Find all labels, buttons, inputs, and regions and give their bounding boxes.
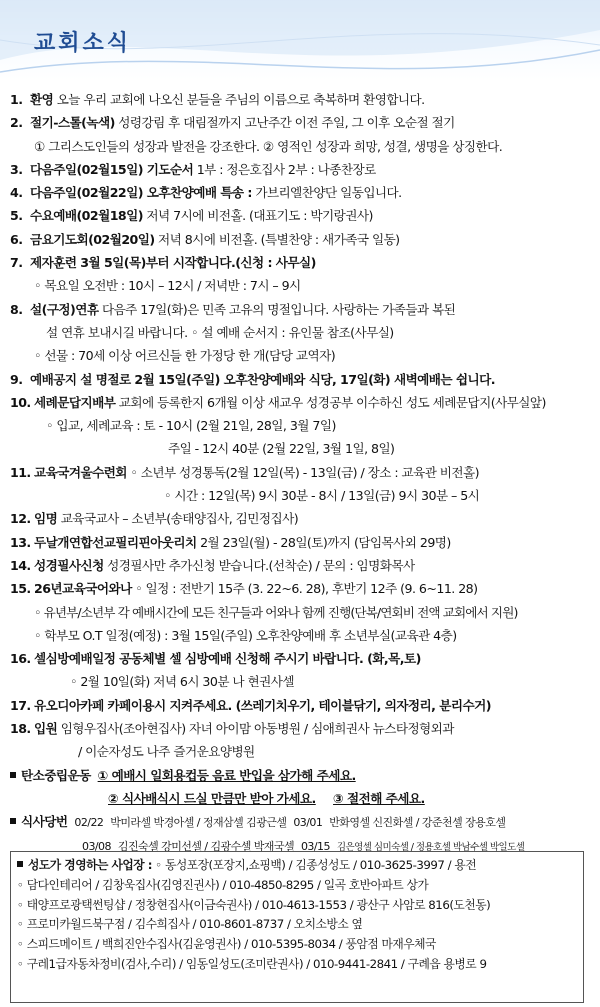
notice-item-10-sub1: ◦ 입교, 세례교육 : 토 - 10시 (2월 21일, 28일, 3월 7일) bbox=[46, 418, 336, 434]
item-label: 수요예배(02월18일) bbox=[30, 208, 143, 224]
item-number: 4. bbox=[10, 185, 23, 201]
square-bullet-icon bbox=[10, 772, 16, 778]
notice-item-15-sub2: ◦ 학부모 O.T 일정(예정) : 3월 15일(주일) 오후찬양예배 후 소년부실(교육관 4층) bbox=[34, 627, 457, 643]
business-entry: ◦ 동성포장(포장지,쇼핑백) / 김종성성도 / 010-3625-3997 / 용전 bbox=[155, 858, 477, 872]
carbon-item-2: ② 식사배식시 드실 만큼만 받아 가세요. bbox=[108, 790, 316, 806]
notice-item-17 bbox=[10, 694, 594, 717]
item-label: 예배공지 설 명절로 2월 15일(주일) 오후찬양예배와 식당, 17일(화) 새벽예배는 쉽니다. bbox=[30, 371, 495, 387]
item-label: 다음주일(02월15일) 기도순서 bbox=[30, 161, 194, 177]
item-label: 입원 bbox=[34, 721, 58, 737]
item-text: 가브리엘찬양단 일동입니다. bbox=[251, 185, 402, 201]
notice-item-18 bbox=[10, 717, 594, 740]
square-bullet-icon bbox=[17, 861, 23, 867]
notice-item-2-sub: ① 그리스도인들의 성장과 발전을 강조한다. ② 영적인 성장과 희망, 성결, 생명을 상징한다. bbox=[34, 138, 503, 154]
square-bullet-icon bbox=[10, 818, 16, 824]
carbon-label: 탄소중립운동 bbox=[21, 767, 91, 783]
item-label: 환영 bbox=[30, 92, 54, 107]
meal-date: 02/22 bbox=[74, 816, 104, 830]
item-label: 성경필사신청 bbox=[34, 557, 104, 573]
item-label: 교육국겨울수련회 bbox=[34, 464, 127, 480]
notice-item-3 bbox=[10, 158, 594, 181]
item-number: 17. bbox=[10, 697, 31, 713]
item-label: 임명 bbox=[34, 511, 58, 527]
meal-teams: 김진숙셀 강미선셀 / 김광수셀 박재국셀 bbox=[117, 839, 295, 853]
business-directory-box bbox=[10, 851, 584, 1003]
header-banner bbox=[0, 0, 600, 80]
notice-item-4 bbox=[10, 181, 594, 204]
item-label: 제자훈련 3월 5일(목)부터 시작합니다.(신청 : 사무실) bbox=[30, 255, 316, 271]
item-text: ◦ 소년부 성경통독(2월 12일(목) - 13일(금) / 장소 : 교육관 비전홀) bbox=[126, 464, 479, 480]
item-text: 다음주 17일(화)은 민족 고유의 명절입니다. 사랑하는 가족들과 복된 bbox=[98, 301, 456, 317]
notice-item-13 bbox=[10, 531, 594, 554]
item-text: 교육국교사 – 소년부(송태양집사, 김민정집사) bbox=[57, 511, 299, 527]
item-text: 임형우집사(조아현집사) 자녀 아이맘 아동병원 / 심애희권사 뉴스타정형외과 bbox=[57, 721, 454, 737]
carbon-row-1 bbox=[10, 764, 594, 787]
item-number: 16. bbox=[10, 651, 31, 667]
notice-item-18-sub: / 이순자성도 나주 즐거운요양병원 bbox=[78, 744, 255, 760]
notice-item-10-sub2: 주일 - 12시 40분 (2월 22일, 3월 1일, 8일) bbox=[168, 441, 395, 457]
notice-item-11 bbox=[10, 461, 594, 484]
notice-item-12 bbox=[10, 507, 594, 530]
meal-date: 03/15 bbox=[300, 839, 330, 853]
meal-teams: 김은영셀 심미숙셀 / 정용호셀 박남수셀 박일도셀 bbox=[336, 841, 525, 853]
page-title: 교회소식 bbox=[34, 31, 132, 56]
item-text: 2월 23일(월) - 28일(토)까지 (담임목사외 29명) bbox=[196, 534, 451, 550]
item-number: 2. bbox=[10, 115, 23, 131]
item-label: 유오디아카페 카페이용시 지켜주세요. (쓰레기치우기, 테이블닦기, 의자정리, 분리수거) bbox=[34, 697, 491, 713]
item-number: 15. bbox=[10, 581, 31, 597]
item-label: 셀심방예배일정 공동체별 셀 심방예배 신청해 주시기 바랍니다. (화,목,토) bbox=[34, 651, 421, 667]
meal-date: 03/01 bbox=[293, 816, 323, 830]
item-number: 6. bbox=[10, 231, 23, 247]
notice-item-16 bbox=[10, 647, 594, 670]
meal-teams: 박미라셀 박경아셀 / 정재삼셀 김광근셀 bbox=[110, 816, 287, 830]
business-label: 성도가 경영하는 사업장 : bbox=[28, 858, 152, 872]
item-number: 9. bbox=[10, 371, 23, 387]
item-number: 3. bbox=[10, 161, 23, 177]
notice-item-1 bbox=[10, 88, 594, 111]
notice-item-15-sub1: ◦ 유년부/소년부 각 예배시간에 모든 친구들과 어와나 함께 진행(단복/연회비 전액 교회에서 지원) bbox=[34, 604, 518, 620]
item-number: 12. bbox=[10, 511, 31, 527]
notice-item-5 bbox=[10, 204, 594, 227]
item-label: 절기-스톨(녹색) bbox=[30, 115, 115, 131]
notice-item-7-sub: ◦ 목요일 오전반 : 10시 – 12시 / 저녁반 : 7시 – 9시 bbox=[34, 278, 301, 294]
meal-date: 03/08 bbox=[82, 839, 111, 853]
item-label: 다음주일(02월22일) 오후찬양예배 특송 : bbox=[30, 185, 252, 201]
item-number: 8. bbox=[10, 301, 23, 317]
notice-item-9 bbox=[10, 368, 594, 391]
business-row: ◦ 담다인테리어 / 김창욱집사(김영진권사) / 010-4850-8295 / 일곡 호반아파트 상가 bbox=[17, 877, 429, 892]
notice-item-8 bbox=[10, 298, 594, 321]
item-label: 두날개연합선교필리핀아웃리치 bbox=[34, 534, 197, 550]
item-label: 금요기도회(02월20일) bbox=[30, 231, 155, 247]
item-text: 1부 : 정은호집사 2부 : 나종찬장로 bbox=[193, 161, 376, 177]
item-text: ◦ 일정 : 전반기 15주 (3. 22~6. 28), 후반기 12주 (9. 6~11. 28) bbox=[131, 581, 478, 597]
item-text: 교회에 등록한지 6개월 이상 새교우 성경공부 이수하신 성도 세례문답지(사무실앞) bbox=[115, 394, 546, 410]
item-number: 1. bbox=[10, 92, 23, 107]
notice-item-14 bbox=[10, 554, 594, 577]
business-row bbox=[17, 856, 583, 876]
item-number: 18. bbox=[10, 721, 31, 737]
meal-teams: 반화영셀 신진화셀 / 강준천셀 장용호셀 bbox=[329, 816, 506, 830]
business-row: ◦ 태양프로광택썬팅샵 / 정창현집사(이금숙권사) / 010-4613-1553 / 광산구 사암로 816(도천동) bbox=[17, 897, 491, 912]
notice-item-11-sub: ◦ 시간 : 12일(목) 9시 30분 - 8시 / 13일(금) 9시 30분 – 5시 bbox=[164, 488, 480, 504]
meal-row-1 bbox=[10, 810, 594, 833]
notice-item-10 bbox=[10, 391, 594, 414]
business-row: ◦ 스피드메이트 / 백희진안수집사(김윤영권사) / 010-5395-8034 / 풍암점 마재우체국 bbox=[17, 937, 436, 952]
notice-item-6 bbox=[10, 228, 594, 251]
item-label: 26년교육국어와나 bbox=[34, 581, 132, 597]
item-text: 성령강림 후 대림절까지 고난주간 이전 주일, 그 이후 오순절 절기 bbox=[114, 115, 455, 131]
meal-label: 식사당번 bbox=[21, 814, 68, 830]
item-text: 오늘 우리 교회에 나오신 분들을 주님의 이름으로 축복하며 환영합니다. bbox=[53, 92, 425, 107]
item-number: 7. bbox=[10, 255, 23, 271]
carbon-row-2 bbox=[10, 787, 594, 810]
item-number: 5. bbox=[10, 208, 23, 224]
carbon-item-3: ③ 절전해 주세요. bbox=[333, 790, 425, 806]
item-text: 저녁 7시에 비전홀. (대표기도 : 박기랑권사) bbox=[142, 208, 373, 224]
item-number: 13. bbox=[10, 534, 31, 550]
notice-item-8-sub1: 설 연휴 보내시길 바랍니다. ◦ 설 예배 순서지 : 유인물 참조(사무실) bbox=[46, 324, 394, 340]
notice-list bbox=[10, 88, 594, 857]
notice-item-2 bbox=[10, 111, 594, 134]
carbon-item-1: ① 예배시 일회용컵등 음료 반입을 삼가해 주세요. bbox=[97, 767, 356, 783]
item-number: 11. bbox=[10, 464, 31, 480]
item-label: 세례문답지배부 bbox=[34, 394, 116, 410]
notice-item-16-sub: ◦ 2월 10일(화) 저녁 6시 30분 나 현권사셀 bbox=[70, 674, 294, 690]
notice-item-7 bbox=[10, 251, 594, 274]
item-number: 14. bbox=[10, 557, 31, 573]
item-label: 설(구정)연휴 bbox=[30, 301, 99, 317]
notice-item-8-sub2: ◦ 선물 : 70세 이상 어르신들 한 가정당 한 개(담당 교역자) bbox=[34, 348, 336, 364]
notice-item-15 bbox=[10, 577, 594, 600]
item-text: 성경필사만 추가신청 받습니다.(선착순) / 문의 : 임명화목사 bbox=[103, 557, 415, 573]
item-text: 저녁 8시에 비전홀. (특별찬양 : 새가족국 일동) bbox=[154, 231, 400, 247]
business-row: ◦ 프로미카월드북구점 / 김수희집사 / 010-8601-8737 / 오치소방소 옆 bbox=[17, 917, 363, 932]
business-row: ◦ 구레1급자동차정비(검사,수리) / 임동일성도(조미란권사) / 010-9441-2841 / 구례읍 용병로 9 bbox=[17, 956, 487, 971]
item-number: 10. bbox=[10, 394, 31, 410]
